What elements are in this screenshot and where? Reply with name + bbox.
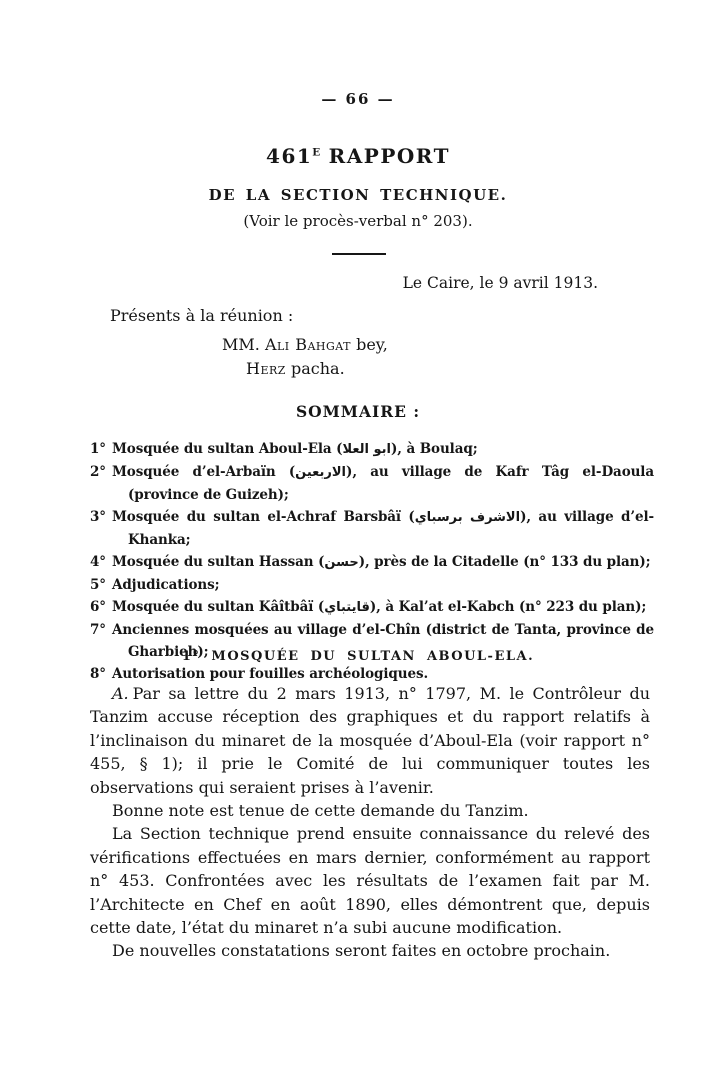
sommaire-item — [90, 461, 654, 506]
item-number: 1° — [90, 441, 106, 457]
body-paragraph — [90, 822, 650, 939]
paragraph-text: De nouvelles constatations seront faites en octobre prochain. — [112, 941, 611, 961]
sommaire-item — [90, 574, 654, 596]
report-number: 461 — [266, 144, 313, 168]
attendee-name: Herz — [246, 359, 286, 378]
report-subtitle: DE LA SECTION TECHNIQUE. — [208, 186, 508, 204]
item-text: Mosquée du sultan Aboul-Ela ( — [111, 441, 343, 457]
sommaire-item — [90, 438, 654, 461]
sommaire-heading: SOMMAIRE : — [295, 402, 421, 421]
item-arabic-text: قايتباي — [324, 600, 370, 615]
paragraph-text: Bonne note est tenue de cette demande du Tanzim. — [112, 801, 529, 821]
sommaire-item — [90, 551, 654, 574]
attendee-line — [246, 357, 388, 381]
body-paragraph — [90, 939, 650, 962]
paragraph-text: La Section technique prend ensuite connaissance du relevé des vérifications effectuées en mars dernier, conformément au rapport n° 453. Confrontées avec les résultats de l’examen fait par M. l’Architecte en Chef en août 1890, elles démontrent que, depuis cette date, l’état du minaret n’a subi aucune modification. — [90, 824, 650, 938]
sommaire-list — [90, 438, 654, 685]
item-arabic-text: الاربعين — [295, 465, 347, 480]
attendee-line — [222, 333, 388, 357]
section-body — [90, 682, 650, 963]
report-number-ordinal: E — [312, 146, 321, 159]
attendee-prefix: MM. — [222, 335, 265, 354]
report-title-text: RAPPORT — [320, 144, 450, 168]
attendees-intro: Présents à la réunion : — [110, 306, 294, 325]
item-number: 4° — [90, 554, 106, 570]
item-text: Adjudications; — [111, 577, 220, 593]
item-text: Mosquée du sultan el-Achraf Barsbâï ( — [111, 509, 415, 525]
item-text: ), au village d’el-Khanka; — [128, 509, 654, 548]
separator-rule — [332, 253, 386, 255]
item-text: ), au village de Kafr Tâg el-Daoula (province de Guizeh); — [128, 464, 654, 503]
item-text: Mosquée du sultan Kâîtbâï ( — [111, 599, 325, 615]
item-text: Autorisation pour fouilles archéologiques. — [111, 666, 429, 682]
section-heading: 1° MOSQUÉE DU SULTAN ABOUL-ELA. — [181, 649, 535, 664]
attendee-suffix: bey, — [351, 335, 388, 354]
page-number: — 66 — — [321, 90, 395, 108]
sommaire-item — [90, 596, 654, 619]
item-number: 2° — [90, 464, 106, 480]
item-text: Mosquée du sultan Hassan ( — [111, 554, 325, 570]
item-text: ), à Kal’at el-Kabch (n° 223 du plan); — [369, 599, 647, 615]
report-title — [80, 144, 636, 168]
item-number: 3° — [90, 509, 106, 525]
report-reference: (Voir le procès-verbal n° 203). — [243, 212, 473, 230]
attendee-suffix: pacha. — [285, 359, 345, 378]
item-text: Anciennes mosquées au village d’el-Chîn (district de Tanta, province de Gharbieh); — [111, 622, 654, 660]
paragraph-text: Par sa lettre du 2 mars 1913, n° 1797, M. le Contrôleur du Tanzim accuse réception des graphiques et du rapport relatifs à l’inclinaison du minaret de la mosquée d’Aboul-Ela (voir rapport n° 455, § 1); il prie le Comité de lui communiquer toutes les observations qui seraient prises à l’avenir. — [90, 684, 650, 797]
body-paragraph — [90, 799, 650, 822]
item-arabic-text: حسن — [324, 555, 359, 570]
item-text: ), près de la Citadelle (n° 133 du plan); — [358, 554, 651, 570]
item-text: ), à Boulaq; — [391, 441, 478, 457]
item-number: 5° — [90, 577, 106, 593]
item-number: 8° — [90, 666, 106, 682]
body-paragraph — [90, 682, 650, 799]
sommaire-item — [90, 506, 654, 551]
item-number: 6° — [90, 599, 106, 615]
item-text: Mosquée d’el-Arbaïn ( — [111, 464, 296, 480]
dateline: Le Caire, le 9 avril 1913. — [402, 274, 598, 292]
item-arabic-text: ابو العلا — [342, 442, 392, 457]
attendees-list — [222, 333, 388, 381]
paragraph-lead: A. — [112, 684, 129, 703]
item-arabic-text: الاشرف برسباي — [414, 510, 521, 525]
item-number: 7° — [90, 622, 106, 638]
attendee-name: Ali Bahgat — [264, 335, 351, 354]
